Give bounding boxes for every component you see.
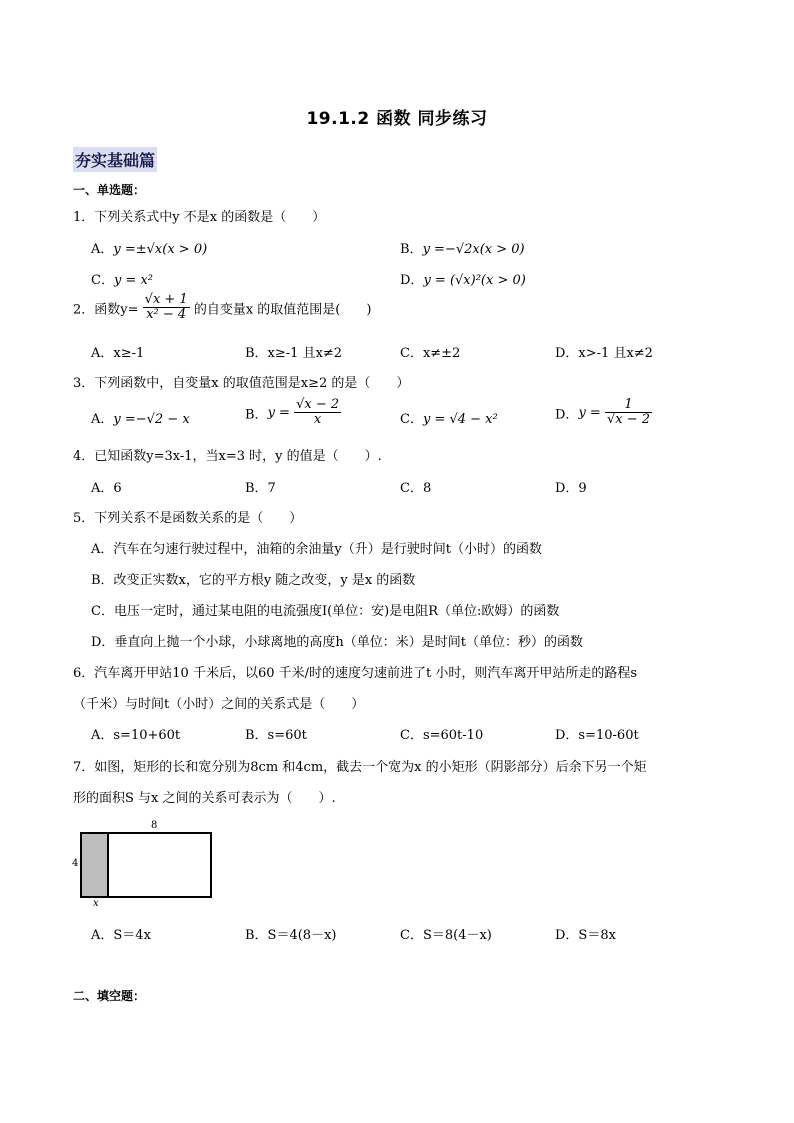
q5-option-d: D．垂直向上抛一个小球，小球离地的高度h（单位：米）是时间t（单位：秒）的函数 [91,635,584,650]
q3-option-d: D．y = $\frac{1}{√x - 2}$ [555,397,650,428]
q6-option-c: C．s=60t-10 [400,728,484,743]
q5-option-c: C．电压一定时，通过某电阻的电流强度I(单位：安)是电阻R（单位:欧姆）的函数 [91,604,560,619]
figure-label-x: x [93,898,99,909]
q7-option-b: B．S＝4(8－x) [245,928,337,943]
question-3-stem: 3．下列函数中，自变量x 的取值范围是x≥2 的是（ ） [73,376,410,391]
q4-option-a: A．6 [91,481,122,496]
page-title: 19.1.2 函数 同步练习 [306,109,488,129]
q4-option-b: B．7 [245,481,276,496]
q4-option-d: D．9 [555,481,587,496]
q6-option-b: B．s=60t [245,728,307,743]
q1-option-a: A．y =±√x(x > 0) [91,242,208,257]
question-6-line1: 6．汽车离开甲站10 千米后，以60 千米/时的速度匀速前进了t 小时，则汽车离开甲站所走的路程s [73,666,638,681]
q7-option-d: D．S＝8x [555,928,616,943]
q7-option-a: A．S＝4x [91,928,151,943]
q5-option-a: A．汽车在匀速行驶过程中，油箱的余油量y（升）是行驶时间t（小时）的函数 [91,542,542,557]
q6-option-a: A．s=10+60t [91,728,181,743]
section-heading-fill: 二、填空题： [73,989,146,1003]
section-banner: 夯实基础篇 [73,147,157,172]
question-4-stem: 4．已知函数y=3x-1，当x=3 时，y 的值是（ ）. [73,449,382,464]
q5-option-b: B．改变正实数x，它的平方根y 随之改变，y 是x 的函数 [91,573,416,588]
q1-option-d: D．y = (√x)²(x > 0) [400,273,526,288]
q2-option-c: C．x≠±2 [400,346,461,361]
question-2-stem: 2．函数y= $\frac{√x + 1}{\text{x² − 4}}$ 的自变量x 的取值范围是( ) [73,292,372,323]
q3-option-b: B．y = $\frac{√x - 2}{x}$ [245,397,340,428]
figure-label-length: 8 [151,820,158,831]
shaded-strip [82,834,109,896]
q2-option-b: B．x≥-1 且x≠2 [245,346,343,361]
question-1-stem: 1．下列关系式中y 不是x 的函数是（ ） [73,210,326,225]
question-6-line2: （千米）与时间t（小时）之间的关系式是（ ） [73,697,365,712]
q2-option-a: A．x≥-1 [91,346,145,361]
section-heading-choice: 一、单选题： [73,183,146,197]
q3-option-a: A．y =−√2 − x [91,412,190,427]
q7-option-c: C．S＝8(4－x) [400,928,492,943]
q2-option-d: D．x>-1 且x≠2 [555,346,653,361]
question-7-line1: 7．如图，矩形的长和宽分别为8cm 和4cm，截去一个宽为x 的小矩形（阴影部分）后余下另一个矩 [73,760,647,775]
q6-option-d: D．s=10-60t [555,728,639,743]
q3-option-c: C．y = √4 − x² [400,412,498,427]
question-5-stem: 5．下列关系不是函数关系的是（ ） [73,511,303,526]
question-7-line2: 形的面积S 与x 之间的关系可表示为（ ）. [73,791,336,806]
q1-option-b: B．y =−√2x(x > 0) [400,242,525,257]
q2-fraction: $\frac{√x + 1}{\text{x² − 4}}$ [144,292,188,323]
q4-option-c: C．8 [400,481,432,496]
figure-label-width: 4 [72,858,79,869]
q1-option-c: C．y = x² [91,273,153,288]
